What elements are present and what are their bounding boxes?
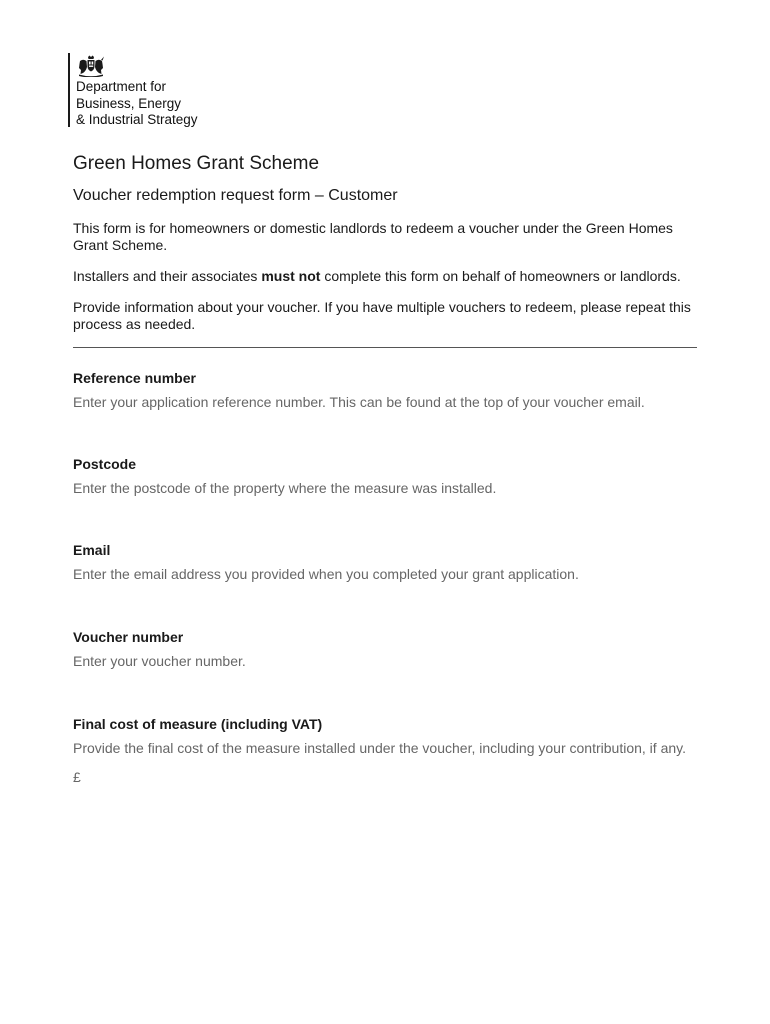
form-document: [73, 152, 697, 786]
field-hint: Enter the email address you provided when you completed your grant application.: [73, 566, 579, 582]
form-subtitle: Voucher redemption request form – Customer: [73, 187, 398, 204]
instructions-paragraph: Provide information about your voucher. If you have multiple vouchers to redeem, please repeat this process as needed.: [73, 299, 691, 332]
intro-paragraph: This form is for homeowners or domestic landlords to redeem a voucher under the Green Homes Grant Scheme.: [73, 220, 673, 253]
reference-number-field[interactable]: [73, 370, 697, 411]
currency-prefix: £: [73, 769, 81, 785]
field-hint: Provide the final cost of the measure installed under the voucher, including your contribution, if any.: [73, 740, 686, 756]
warning-emphasis: must not: [261, 268, 321, 284]
postcode-field[interactable]: [73, 456, 697, 497]
section-divider: [73, 347, 697, 348]
voucher-number-field[interactable]: [73, 629, 697, 670]
warning-text: Installers and their associates: [73, 268, 262, 284]
field-label: Voucher number: [73, 629, 184, 645]
warning-paragraph: [73, 268, 697, 285]
department-line: Department for: [76, 79, 167, 94]
final-cost-field[interactable]: [73, 716, 697, 786]
field-hint: Enter your application reference number. This can be found at the top of your voucher email.: [73, 394, 645, 410]
department-name: [76, 79, 198, 129]
logo-divider: [68, 53, 70, 127]
department-logo: [68, 53, 198, 129]
page-title: Green Homes Grant Scheme: [73, 153, 320, 174]
royal-coat-of-arms-icon: [77, 55, 105, 77]
department-line: Business, Energy: [76, 95, 182, 111]
email-field[interactable]: [73, 542, 697, 583]
field-label: Postcode: [73, 456, 137, 472]
department-line: & Industrial Strategy: [76, 112, 198, 127]
field-label: Final cost of measure (including VAT): [73, 716, 323, 732]
field-hint: Enter the postcode of the property where the measure was installed.: [73, 480, 497, 496]
field-label: Reference number: [73, 370, 196, 386]
warning-text-end: complete this form on behalf of homeowners or landlords.: [320, 268, 681, 284]
field-hint: Enter your voucher number.: [73, 653, 246, 669]
field-label: Email: [73, 542, 111, 558]
